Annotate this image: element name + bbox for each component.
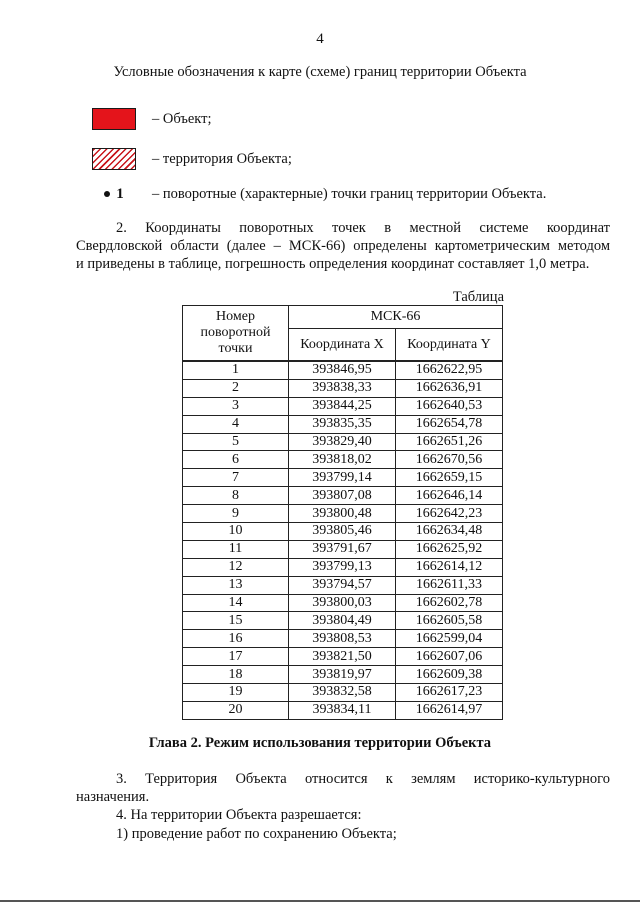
cell-coordinate-x: 393819,97: [289, 666, 396, 684]
table-row: [183, 630, 503, 648]
table-row: [183, 594, 503, 612]
cell-point-number: 12: [183, 558, 289, 576]
table-row: [183, 451, 503, 469]
table-row: [183, 469, 503, 487]
table-row: [183, 684, 503, 702]
cell-coordinate-x: 393821,50: [289, 648, 396, 666]
cell-coordinate-y: 1662636,91: [396, 379, 503, 397]
cell-point-number: 18: [183, 666, 289, 684]
cell-coordinate-x: 393804,49: [289, 612, 396, 630]
red-filled-rectangle-icon: [92, 108, 136, 130]
table-row: [183, 415, 503, 433]
table-row: [183, 487, 503, 505]
cell-coordinate-y: 1662654,78: [396, 415, 503, 433]
cell-coordinate-x: 393844,25: [289, 397, 396, 415]
cell-coordinate-x: 393799,14: [289, 469, 396, 487]
cell-coordinate-x: 393794,57: [289, 576, 396, 594]
cell-coordinate-x: 393791,67: [289, 540, 396, 558]
cell-point-number: 16: [183, 630, 289, 648]
cell-point-number: 17: [183, 648, 289, 666]
turning-point-marker-number: 1: [116, 185, 124, 202]
cell-point-number: 10: [183, 523, 289, 541]
cell-coordinate-y: 1662607,06: [396, 648, 503, 666]
cell-coordinate-y: 1662642,23: [396, 505, 503, 523]
cell-coordinate-x: 393834,11: [289, 701, 396, 719]
legend-label-territory: – территория Объекта;: [152, 150, 292, 167]
cell-point-number: 11: [183, 540, 289, 558]
paragraph-2: [76, 219, 610, 273]
paragraph-2-line-3: и приведены в таблице, погрешность определения координат составляет 1,0 метра.: [76, 256, 590, 272]
black-dot-icon: [104, 191, 110, 197]
legend-item-points: [92, 182, 546, 206]
table-row: [183, 540, 503, 558]
cell-point-number: 15: [183, 612, 289, 630]
table-row: [183, 648, 503, 666]
cell-coordinate-x: 393846,95: [289, 361, 396, 379]
cell-coordinate-x: 393838,33: [289, 379, 396, 397]
cell-coordinate-y: 1662640,53: [396, 397, 503, 415]
legend-label-object: – Объект;: [152, 110, 212, 127]
table-row: [183, 612, 503, 630]
table-row: [183, 558, 503, 576]
table-row: [183, 576, 503, 594]
table-row: [183, 505, 503, 523]
table-row: [183, 433, 503, 451]
legend-title: Условные обозначения к карте (схеме) границ территории Объекта: [113, 64, 527, 80]
cell-point-number: 5: [183, 433, 289, 451]
cell-point-number: 20: [183, 701, 289, 719]
cell-coordinate-y: 1662599,04: [396, 630, 503, 648]
cell-coordinate-y: 1662614,12: [396, 558, 503, 576]
table-caption: Таблица: [452, 289, 504, 305]
cell-point-number: 7: [183, 469, 289, 487]
paragraph-3: [76, 770, 610, 806]
cell-point-number: 1: [183, 361, 289, 379]
cell-point-number: 3: [183, 397, 289, 415]
cell-point-number: 9: [183, 505, 289, 523]
cell-coordinate-y: 1662625,92: [396, 540, 503, 558]
cell-coordinate-y: 1662614,97: [396, 701, 503, 719]
cell-coordinate-y: 1662659,15: [396, 469, 503, 487]
page-number: 4: [316, 31, 324, 47]
list-item-1: 1) проведение работ по сохранению Объекта;: [116, 826, 397, 842]
cell-point-number: 8: [183, 487, 289, 505]
cell-coordinate-x: 393800,03: [289, 594, 396, 612]
coordinates-table: [182, 305, 503, 720]
legend-label-points: – поворотные (характерные) точки границ территории Объекта.: [152, 185, 547, 202]
cell-coordinate-y: 1662646,14: [396, 487, 503, 505]
cell-point-number: 2: [183, 379, 289, 397]
cell-coordinate-y: 1662602,78: [396, 594, 503, 612]
table-row: [183, 361, 503, 379]
cell-coordinate-x: 393818,02: [289, 451, 396, 469]
table-row: [183, 666, 503, 684]
legend-item-object: [92, 107, 212, 131]
cell-coordinate-y: 1662605,58: [396, 612, 503, 630]
chapter-title: Глава 2. Режим использования территории Объекта: [148, 735, 492, 751]
column-group-header-msk66: МСК-66: [289, 306, 503, 329]
cell-point-number: 19: [183, 684, 289, 702]
paragraph-3-line-2: назначения.: [76, 789, 150, 805]
paragraph-2-line-2: Свердловской области (далее – МСК-66) определены картометрическим методом: [76, 238, 610, 254]
turning-point-marker: [92, 186, 136, 203]
column-header-point-number: Номер поворотной точки: [183, 306, 289, 362]
cell-coordinate-y: 1662634,48: [396, 523, 503, 541]
cell-point-number: 14: [183, 594, 289, 612]
table-row: [183, 397, 503, 415]
cell-coordinate-x: 393808,53: [289, 630, 396, 648]
paragraph-2-line-1: 2. Координаты поворотных точек в местной системе координат: [116, 220, 610, 236]
cell-point-number: 13: [183, 576, 289, 594]
cell-coordinate-x: 393835,35: [289, 415, 396, 433]
table-row: [183, 523, 503, 541]
cell-coordinate-y: 1662651,26: [396, 433, 503, 451]
bottom-border: [0, 900, 640, 902]
cell-coordinate-y: 1662611,33: [396, 576, 503, 594]
cell-coordinate-y: 1662609,38: [396, 666, 503, 684]
cell-coordinate-y: 1662617,23: [396, 684, 503, 702]
cell-coordinate-y: 1662670,56: [396, 451, 503, 469]
cell-point-number: 6: [183, 451, 289, 469]
paragraph-3-line-1: 3. Территория Объекта относится к землям историко-культурного: [116, 771, 610, 787]
legend-item-territory: [92, 147, 292, 171]
cell-coordinate-x: 393800,48: [289, 505, 396, 523]
cell-coordinate-x: 393799,13: [289, 558, 396, 576]
cell-coordinate-y: 1662622,95: [396, 361, 503, 379]
table-row: [183, 701, 503, 719]
cell-coordinate-x: 393807,08: [289, 487, 396, 505]
table-row: [183, 379, 503, 397]
coordinates-table-body: [183, 361, 503, 719]
column-header-coordinate-y: Координата Y: [396, 329, 503, 362]
red-hatched-rectangle-icon: [92, 148, 136, 170]
column-header-coordinate-x: Координата X: [289, 329, 396, 362]
paragraph-4: 4. На территории Объекта разрешается:: [116, 807, 362, 823]
cell-coordinate-x: 393829,40: [289, 433, 396, 451]
cell-point-number: 4: [183, 415, 289, 433]
cell-coordinate-x: 393805,46: [289, 523, 396, 541]
cell-coordinate-x: 393832,58: [289, 684, 396, 702]
